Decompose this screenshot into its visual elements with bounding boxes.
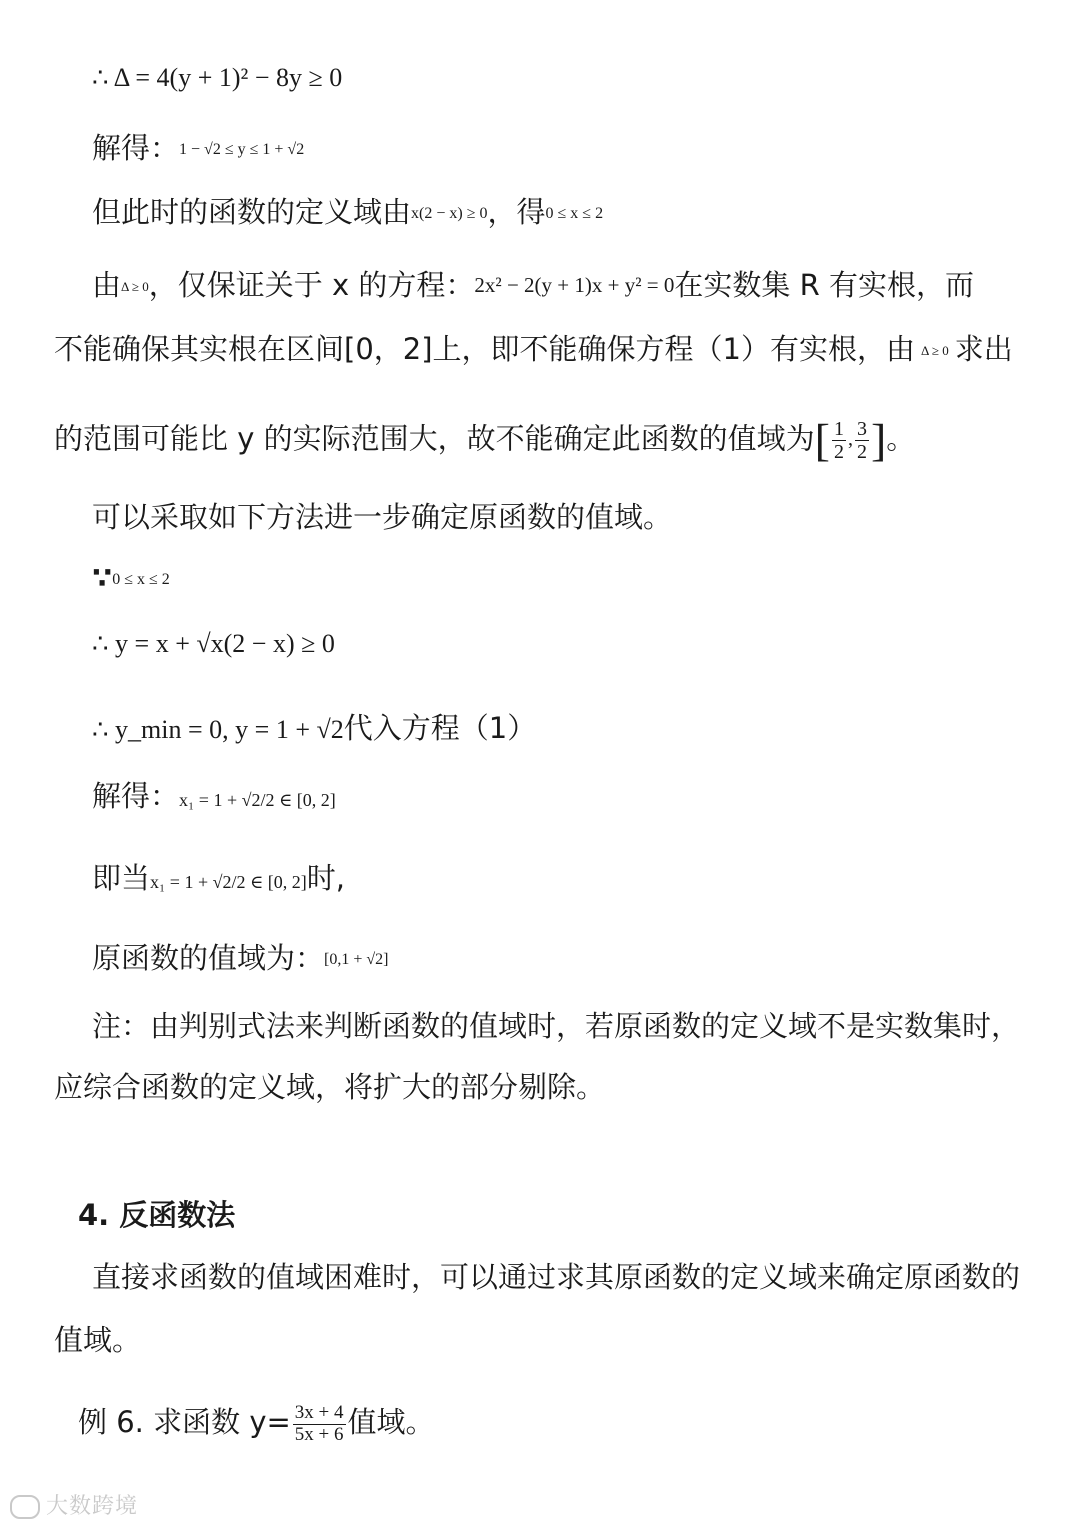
interval-line: 不能确保其实根在区间[0，2]上，即不能确保方程（1）有实根，由 Δ ≥ 0 求出 [54, 332, 1013, 366]
discriminant-line: ∴ Δ = 4(y + 1)² − 8y ≥ 0 [92, 63, 343, 92]
solve-line-2: 解得：x₁ = 1 + √2/2 ∈ [0, 2] [92, 779, 336, 813]
watermark-logo-icon [10, 1495, 40, 1519]
watermark: 大数跨境 [10, 1489, 138, 1520]
since-line: ∵0 ≤ x ≤ 2 [92, 561, 170, 595]
section-heading: 4. 反函数法 [78, 1198, 236, 1232]
ymin-line: ∴ y_min = 0, y = 1 + √2代入方程（1） [92, 711, 537, 745]
note-line-2: 应综合函数的定义域，将扩大的部分剔除。 [54, 1070, 606, 1104]
interval-expression: [ $\frac{1}{2}$ , $\frac{3}{2}$ ] [814, 414, 887, 466]
inverse-intro-1: 直接求函数的值域困难时，可以通过求其原函数的定义域来确定原函数的 [92, 1260, 1021, 1294]
domain-line: 但此时的函数的定义域由x(2 − x) ≥ 0，得0 ≤ x ≤ 2 [92, 195, 604, 229]
fraction-expression: $\frac{3x + 4}{5x + 6}$ [294, 1401, 344, 1445]
solve-line-1: 解得：1 − √2 ≤ y ≤ 1 + √2 [92, 131, 305, 165]
when-line: 即当x₁ = 1 + √2/2 ∈ [0, 2]时, [92, 861, 346, 895]
range-result-line: 原函数的值域为：[0,1 + √2] [92, 941, 389, 975]
note-line-1: 注：由判别式法来判断函数的值域时，若原函数的定义域不是实数集时， [92, 1009, 1021, 1043]
equation-line: 由Δ ≥ 0，仅保证关于 x 的方程：2x² − 2(y + 1)x + y² = 0在实数集 R 有实根，而 [92, 268, 974, 302]
example-6: 例 6. 求函数 y= $\frac{3x + 4}{5x + 6}$ 值域。 [78, 1401, 435, 1445]
range-line: 的范围可能比 y 的实际范围大，故不能确定此函数的值域为[ $\frac{1}{2}$ , $\frac{3}{2}$ ]。 [54, 414, 916, 466]
y-nonnegative-line: ∴ y = x + √x(2 − x) ≥ 0 [92, 629, 335, 658]
inverse-intro-2: 值域。 [54, 1323, 142, 1357]
method-intro: 可以采取如下方法进一步确定原函数的值域。 [92, 500, 673, 534]
